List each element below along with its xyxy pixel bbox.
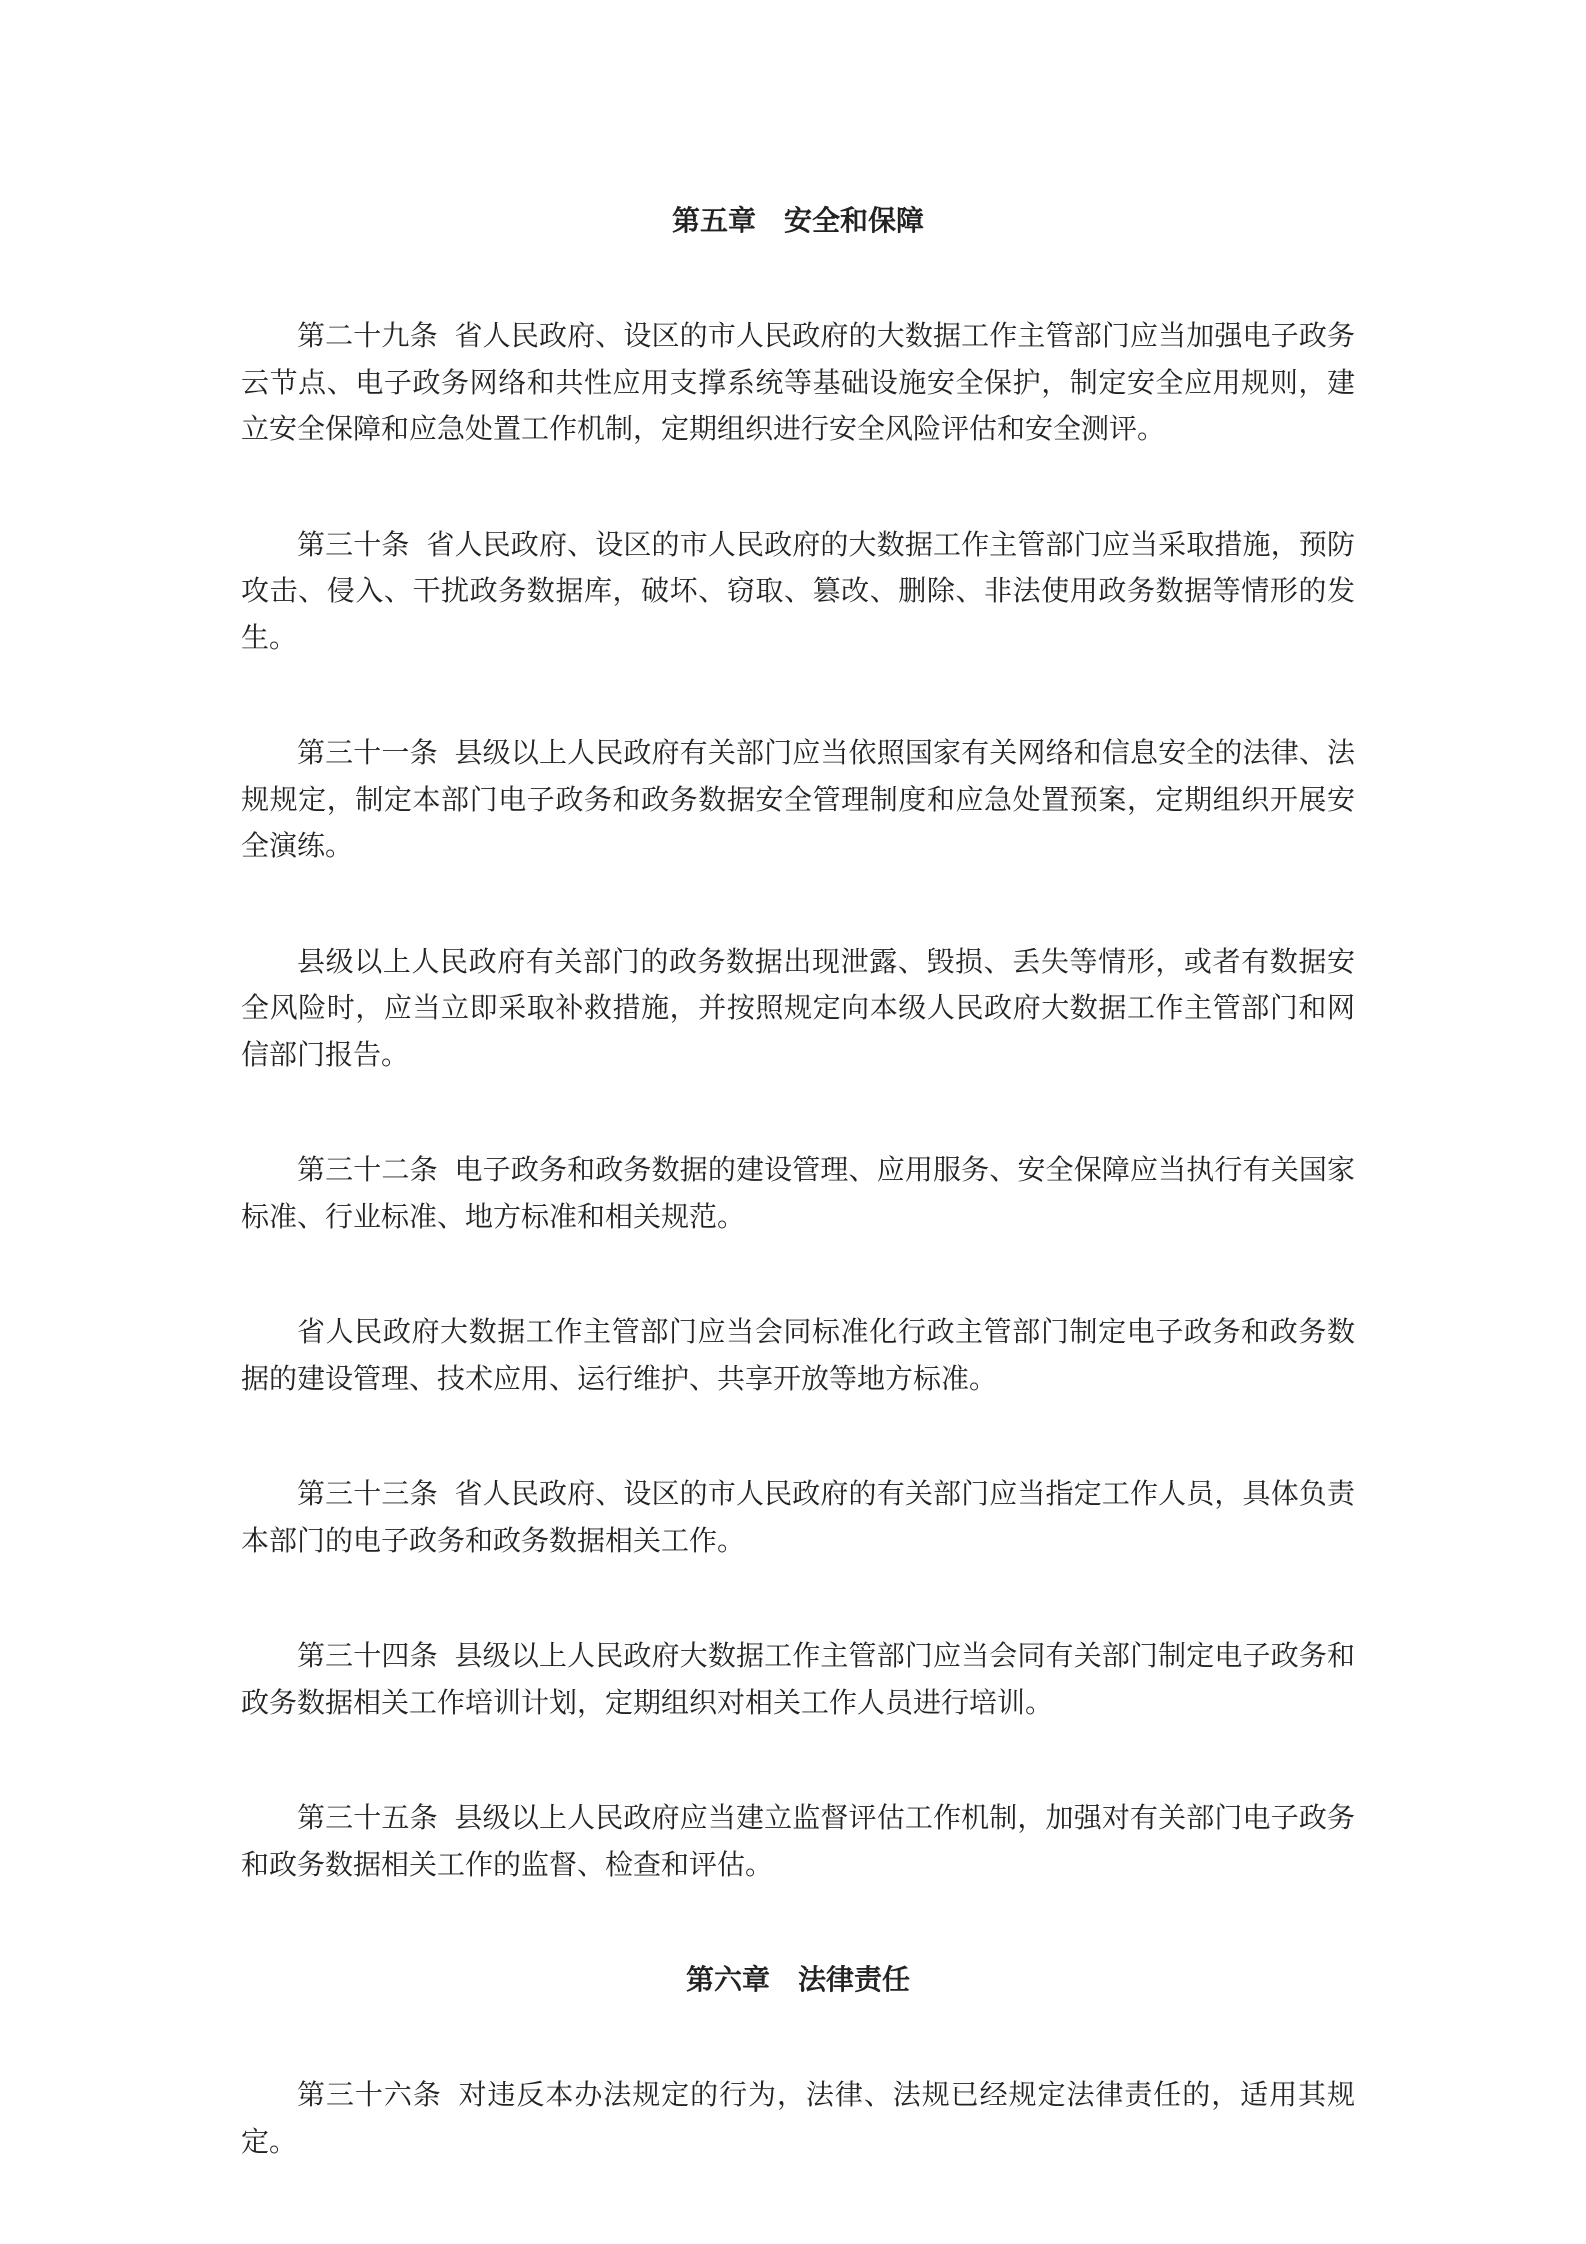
chapter-heading: 第五章 安全和保障 [671,204,924,237]
paragraph-text: 县级以上人民政府有关部门的政务数据出现泄露、毁损、丢失等情形，或者有数据安全风险时，应当立即采取补救措施，并按照规定向本级人民政府大数据工作主管部门和网信部门报告。 [241,944,1355,1071]
article-number: 第三十二条 [297,1153,438,1186]
article-text: 对违反本办法规定的行为，法律、法规已经规定法律责任的，适用其规定。 [241,2078,1355,2158]
article-text: 电子政务和政务数据的建设管理、应用服务、安全保障应当执行有关国家标准、行业标准、地方标准和相关规范。 [241,1153,1355,1233]
article-paragraph [241,1147,1355,1240]
article-number: 第三十条 [297,527,410,561]
article-text: 省人民政府、设区的市人民政府的大数据工作主管部门应当加强电子政务云节点、电子政务网络和共性应用支撑系统等基础设施安全保护，制定安全应用规则，建立安全保障和应急处置工作机制，定期组织进行安全风险评估和安全测评。 [241,319,1355,445]
article-paragraph [241,1471,1355,1564]
article-number: 第三十一条 [297,736,438,769]
article-number: 第三十五条 [297,1801,438,1834]
article-text: 省人民政府、设区的市人民政府的有关部门应当指定工作人员，具体负责本部门的电子政务和政务数据相关工作。 [241,1477,1355,1557]
article-text: 县级以上人民政府有关部门应当依照国家有关网络和信息安全的法律、法规规定，制定本部门电子政务和政务数据安全管理制度和应急处置预案，定期组织开展安全演练。 [241,736,1355,862]
article-paragraph [241,730,1355,870]
paragraph-text: 省人民政府大数据工作主管部门应当会同标准化行政主管部门制定电子政务和政务数据的建设管理、技术应用、运行维护、共享开放等地方标准。 [241,1315,1355,1395]
chapter-heading: 第六章 法律责任 [685,1963,910,1996]
article-text: 县级以上人民政府应当建立监督评估工作机制，加强对有关部门电子政务和政务数据相关工作的监督、检查和评估。 [241,1801,1355,1881]
paragraph [241,939,1355,1079]
article-paragraph [241,1795,1355,1888]
article-number: 第三十六条 [297,2078,442,2111]
article-paragraph [241,313,1355,453]
article-number: 第二十九条 [297,319,438,352]
article-text: 县级以上人民政府大数据工作主管部门应当会同有关部门制定电子政务和政务数据相关工作培训计划，定期组织对相关工作人员进行培训。 [241,1639,1355,1719]
article-text: 省人民政府、设区的市人民政府的大数据工作主管部门应当采取措施，预防攻击、侵入、干扰政务数据库，破坏、窃取、篡改、删除、非法使用政务数据等情形的发生。 [241,527,1355,654]
article-paragraph [241,2072,1355,2165]
article-paragraph [241,522,1355,662]
article-paragraph [241,1633,1355,1726]
article-number: 第三十四条 [297,1639,438,1672]
document-page [241,198,1355,2234]
paragraph [241,1309,1355,1402]
article-number: 第三十三条 [297,1477,438,1510]
